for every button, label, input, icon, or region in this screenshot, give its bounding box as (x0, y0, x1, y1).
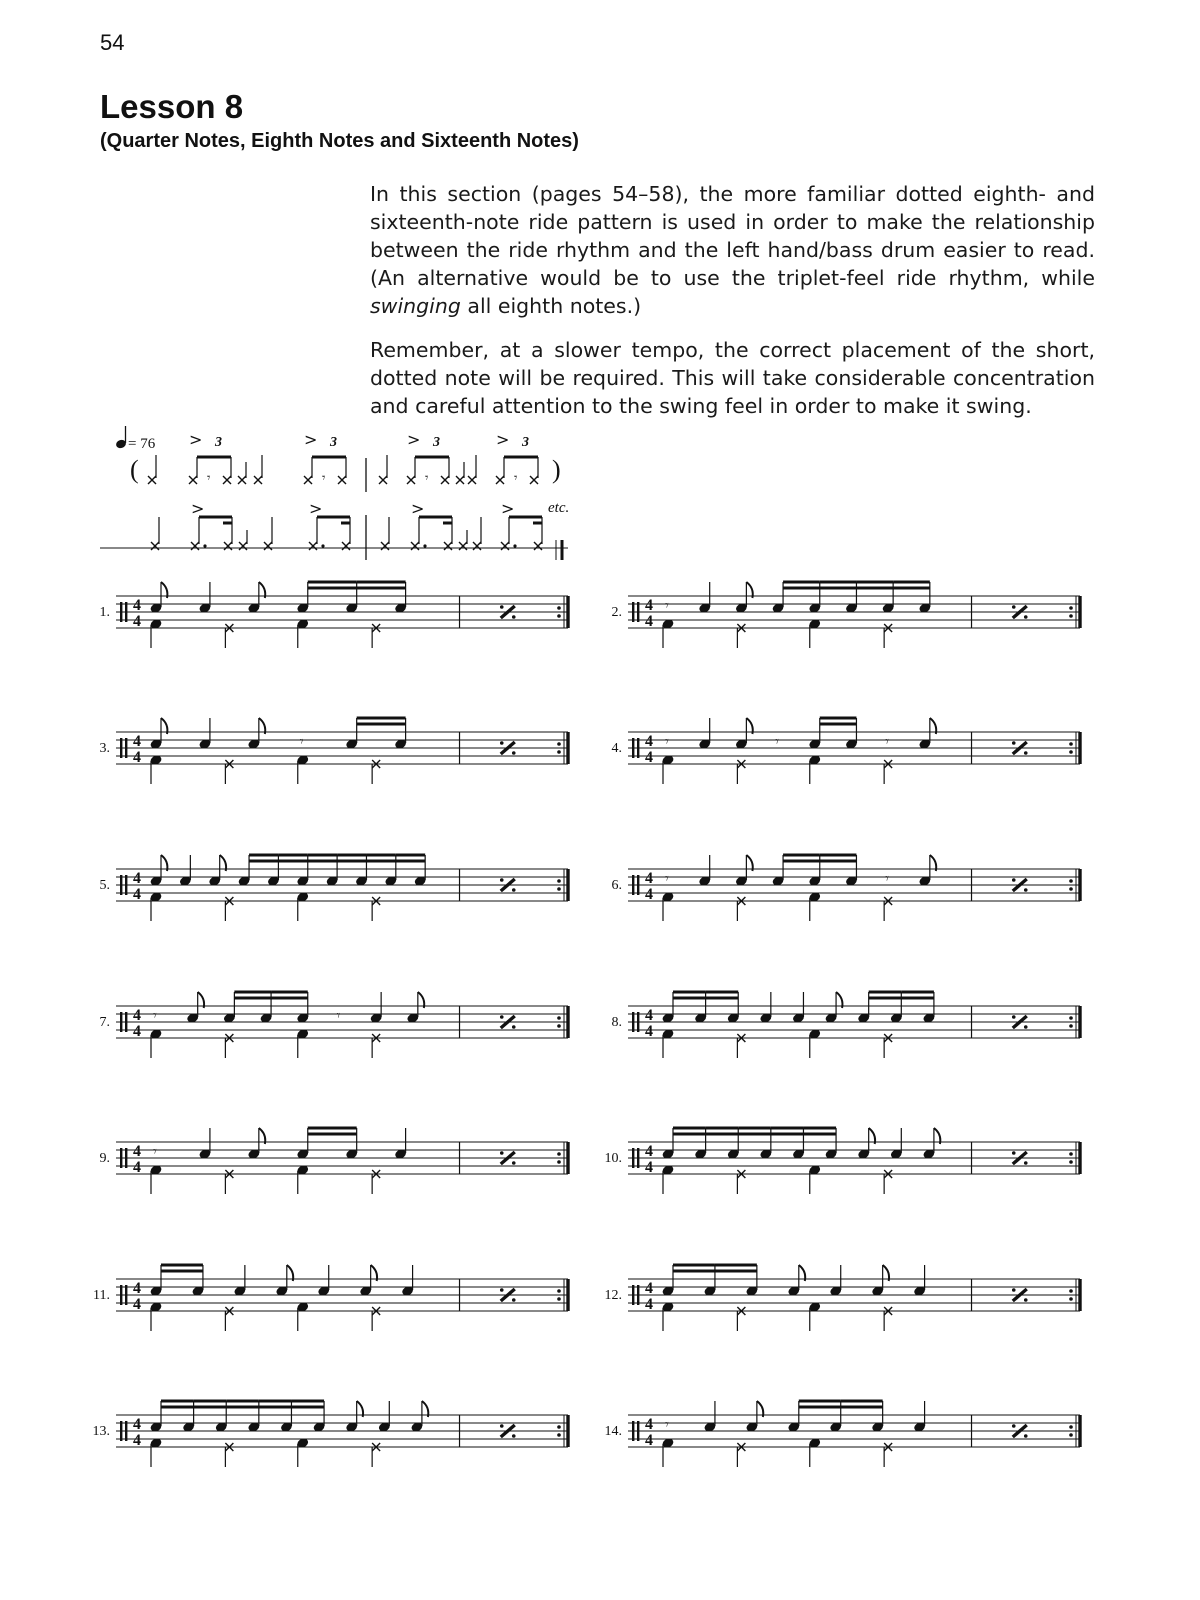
repeat-dot (1069, 1433, 1073, 1437)
time-sig-bottom: 4 (645, 613, 653, 630)
guide2-dotted-x (309, 542, 317, 550)
percussion-clef (637, 1421, 639, 1441)
simile-dot (1024, 751, 1028, 755)
repeat-dot (557, 879, 561, 883)
time-sig-bottom: 4 (645, 1432, 653, 1449)
time-sig-bottom: 4 (133, 749, 141, 766)
eighth-rest: 𝄾 (665, 871, 669, 887)
exercise-label: 10. (604, 1151, 622, 1166)
guide2-sixteenth-x (444, 542, 452, 550)
simile-dot (1012, 1424, 1016, 1428)
exercise-staff (605, 1128, 1081, 1194)
percussion-clef (632, 602, 634, 622)
repeat-dot (1069, 614, 1073, 618)
simile-dot (512, 751, 516, 755)
intro-paragraph-2: Remember, at a slower tempo, the correct placement of the short, dotted note will be required. This will take considerable concentration and careful attention to the swing feel in order to make it swing. (370, 338, 1095, 418)
repeat-dot (557, 1024, 561, 1028)
time-sig-top: 4 (645, 597, 653, 614)
intro-paragraph-1: In this section (pages 54–58), the more familiar dotted eighth- and sixteenth-note ride pattern is used in order to make the relationship between the ride rhythm and the left hand/bass drum easier to read. (An alternative would be to use the triplet-feel ride rhythm, while swinging all eighth notes.) (370, 182, 1095, 318)
paren-right: ) (552, 455, 561, 484)
repeat-dot (557, 1016, 561, 1020)
eighth-rest: 𝄾 (665, 734, 669, 750)
repeat-dot (1069, 1016, 1073, 1020)
accent-mark: > (501, 499, 515, 518)
guide2-sixteenth-x (342, 542, 350, 550)
accent-mark: > (189, 430, 203, 449)
exercise-staff (93, 1265, 568, 1331)
ride-guide (100, 426, 569, 560)
page-number: 54 (100, 30, 125, 55)
time-sig-bottom: 4 (133, 1432, 141, 1449)
simile-dot (1012, 741, 1016, 745)
guide-triplet-x (304, 476, 312, 484)
guide-quarter-x (148, 476, 156, 484)
repeat-dot (557, 1433, 561, 1437)
repeat-dot (557, 606, 561, 610)
time-sig-top: 4 (133, 870, 141, 887)
guide-triplet-x (238, 476, 246, 484)
percussion-clef (632, 1285, 634, 1305)
percussion-clef (120, 602, 122, 622)
guide-quarter-x (379, 476, 387, 484)
accent-mark: > (309, 499, 323, 518)
percussion-clef (125, 1148, 127, 1168)
percussion-clef (637, 875, 639, 895)
guide-triplet-x (338, 476, 346, 484)
exercise-label: 6. (611, 878, 622, 893)
simile-dot (512, 1298, 516, 1302)
exercise-staff (612, 718, 1081, 784)
simile-dot (1012, 1015, 1016, 1019)
time-sig-top: 4 (133, 597, 141, 614)
dot (423, 544, 426, 547)
eighth-rest: 𝄾 (299, 734, 304, 750)
guide-quarter-x (254, 476, 262, 484)
repeat-dot (1069, 1297, 1073, 1301)
repeat-dot (1069, 879, 1073, 883)
guide-triplet-x (223, 476, 231, 484)
percussion-clef (120, 1012, 122, 1032)
guide2-sixteenth-x (534, 542, 542, 550)
repeat-dot (1069, 887, 1073, 891)
eighth-rest: 𝄾 (885, 734, 889, 750)
guide2-extra-x (239, 542, 247, 550)
guide2-extra-x (459, 542, 467, 550)
triplet-number: 3 (215, 435, 222, 450)
time-sig-bottom: 4 (133, 1023, 141, 1040)
simile-dot (500, 878, 504, 882)
guide2-dotted-x (191, 542, 199, 550)
repeat-dot (1069, 1160, 1073, 1164)
percussion-clef (120, 875, 122, 895)
paren-left: ( (130, 455, 139, 484)
repeat-dot (557, 614, 561, 618)
accent-mark: > (304, 430, 318, 449)
simile-dot (512, 1161, 516, 1165)
guide2-quarter-x (151, 542, 159, 550)
guide2-quarter-x (473, 542, 481, 550)
exercise-staff (612, 582, 1081, 648)
simile-dot (1024, 1298, 1028, 1302)
time-sig-bottom: 4 (133, 886, 141, 903)
simile-dot (1024, 1434, 1028, 1438)
simile-dot (1012, 1288, 1016, 1292)
repeat-dot (1069, 742, 1073, 746)
time-sig-bottom: 4 (645, 886, 653, 903)
eighth-rest: 𝄾 (775, 734, 779, 750)
repeat-dot (1069, 1425, 1073, 1429)
percussion-clef (120, 738, 122, 758)
time-sig-top: 4 (133, 1280, 141, 1297)
simile-dot (500, 605, 504, 609)
repeat-dot (1069, 1024, 1073, 1028)
lesson-title: Lesson 8 (100, 88, 244, 125)
eighth-rest: 𝄾 (207, 471, 211, 486)
percussion-clef (120, 1285, 122, 1305)
guide2-quarter-x (264, 542, 272, 550)
eighth-rest: 𝄾 (336, 1008, 341, 1024)
dot (513, 544, 516, 547)
repeat-dot (557, 1425, 561, 1429)
repeat-dot (1069, 750, 1073, 754)
repeat-dot (1069, 606, 1073, 610)
percussion-clef (632, 738, 634, 758)
eighth-rest: 𝄾 (665, 598, 669, 614)
time-sig-top: 4 (645, 733, 653, 750)
percussion-clef (637, 602, 639, 622)
simile-dot (1024, 615, 1028, 619)
etc-label: etc. (548, 500, 570, 516)
simile-dot (1024, 1161, 1028, 1165)
exercise-label: 11. (93, 1288, 110, 1303)
exercise-staff (605, 1265, 1081, 1331)
exercise-staff (612, 992, 1081, 1058)
percussion-clef (125, 1012, 127, 1032)
percussion-clef (632, 1421, 634, 1441)
repeat-dot (557, 1152, 561, 1156)
accent-mark: > (496, 430, 510, 449)
repeat-dot (1069, 1289, 1073, 1293)
time-sig-bottom: 4 (645, 1023, 653, 1040)
percussion-clef (637, 738, 639, 758)
percussion-clef (632, 1012, 634, 1032)
time-sig-top: 4 (133, 1416, 141, 1433)
accent-mark: > (191, 499, 205, 518)
exercise-staff (605, 1401, 1081, 1467)
guide-triplet-x (189, 476, 197, 484)
percussion-clef (125, 875, 127, 895)
time-sig-bottom: 4 (133, 1159, 141, 1176)
percussion-clef (125, 602, 127, 622)
percussion-clef (637, 1285, 639, 1305)
guide2-dotted-x (411, 542, 419, 550)
percussion-clef (125, 1285, 127, 1305)
percussion-clef (125, 738, 127, 758)
eighth-rest: 𝄾 (153, 1008, 157, 1024)
exercise-staff (612, 855, 1081, 921)
guide-triplet-x (441, 476, 449, 484)
time-sig-top: 4 (645, 1280, 653, 1297)
time-sig-top: 4 (645, 870, 653, 887)
simile-dot (500, 1151, 504, 1155)
repeat-dot (557, 750, 561, 754)
simile-dot (1024, 888, 1028, 892)
repeat-dot (1069, 1152, 1073, 1156)
exercise-staff (100, 1128, 569, 1194)
dot (321, 544, 324, 547)
percussion-clef (120, 1148, 122, 1168)
exercise-staff (100, 582, 569, 648)
exercise-label: 7. (99, 1015, 110, 1030)
time-sig-bottom: 4 (645, 749, 653, 766)
time-sig-top: 4 (645, 1143, 653, 1160)
exercise-label: 4. (611, 741, 622, 756)
exercise-staff (100, 855, 569, 921)
eighth-rest: 𝄾 (885, 871, 889, 887)
time-sig-top: 4 (645, 1007, 653, 1024)
simile-dot (512, 888, 516, 892)
percussion-clef (125, 1421, 127, 1441)
repeat-dot (557, 1289, 561, 1293)
eighth-rest: 𝄾 (425, 471, 429, 486)
guide2-quarter-x (381, 542, 389, 550)
guide-quarter-x (468, 476, 476, 484)
time-sig-top: 4 (133, 1143, 141, 1160)
exercise-label: 1. (99, 605, 110, 620)
exercise-staff (93, 1401, 569, 1467)
time-sig-top: 4 (133, 1007, 141, 1024)
exercise-label: 9. (99, 1151, 110, 1166)
exercise-staff (100, 718, 569, 784)
accent-mark: > (407, 430, 421, 449)
exercise-label: 12. (604, 1288, 622, 1303)
percussion-clef (120, 1421, 122, 1441)
percussion-clef (632, 875, 634, 895)
simile-dot (512, 615, 516, 619)
simile-dot (500, 1015, 504, 1019)
guide-triplet-x (496, 476, 504, 484)
repeat-dot (557, 742, 561, 746)
simile-dot (500, 1424, 504, 1428)
simile-dot (1012, 1151, 1016, 1155)
time-sig-top: 4 (133, 733, 141, 750)
eighth-rest: 𝄾 (665, 1417, 669, 1433)
exercise-label: 5. (99, 878, 110, 893)
simile-dot (512, 1434, 516, 1438)
tempo-marking: = 76 (128, 436, 156, 452)
exercise-label: 3. (99, 741, 110, 756)
repeat-dot (557, 1160, 561, 1164)
exercise-label: 2. (611, 605, 622, 620)
guide2-dotted-x (501, 542, 509, 550)
intro-emphasis: swinging (370, 294, 461, 318)
exercise-label: 13. (92, 1424, 110, 1439)
time-sig-top: 4 (645, 1416, 653, 1433)
simile-dot (500, 741, 504, 745)
guide-triplet-x (530, 476, 538, 484)
accent-mark: > (411, 499, 425, 518)
guide-triplet-x (456, 476, 464, 484)
triplet-number: 3 (522, 435, 529, 450)
percussion-clef (637, 1148, 639, 1168)
guide2-sixteenth-x (224, 542, 232, 550)
simile-dot (1012, 605, 1016, 609)
eighth-rest: 𝄾 (322, 471, 326, 486)
exercise-staff (100, 992, 569, 1058)
lesson-subtitle: (Quarter Notes, Eighth Notes and Sixteenth Notes) (100, 130, 579, 152)
dot (203, 544, 206, 547)
time-sig-bottom: 4 (133, 613, 141, 630)
simile-dot (512, 1025, 516, 1029)
exercise-label: 14. (604, 1424, 622, 1439)
percussion-clef (637, 1012, 639, 1032)
exercise-label: 8. (611, 1015, 622, 1030)
simile-dot (1012, 878, 1016, 882)
eighth-rest: 𝄾 (153, 1144, 157, 1160)
triplet-number: 3 (433, 435, 440, 450)
repeat-dot (557, 1297, 561, 1301)
time-sig-bottom: 4 (133, 1296, 141, 1313)
time-sig-bottom: 4 (645, 1296, 653, 1313)
percussion-clef (632, 1148, 634, 1168)
repeat-dot (557, 887, 561, 891)
eighth-rest: 𝄾 (514, 471, 518, 486)
simile-dot (1024, 1025, 1028, 1029)
time-sig-bottom: 4 (645, 1159, 653, 1176)
triplet-number: 3 (330, 435, 337, 450)
guide-triplet-x (407, 476, 415, 484)
simile-dot (500, 1288, 504, 1292)
